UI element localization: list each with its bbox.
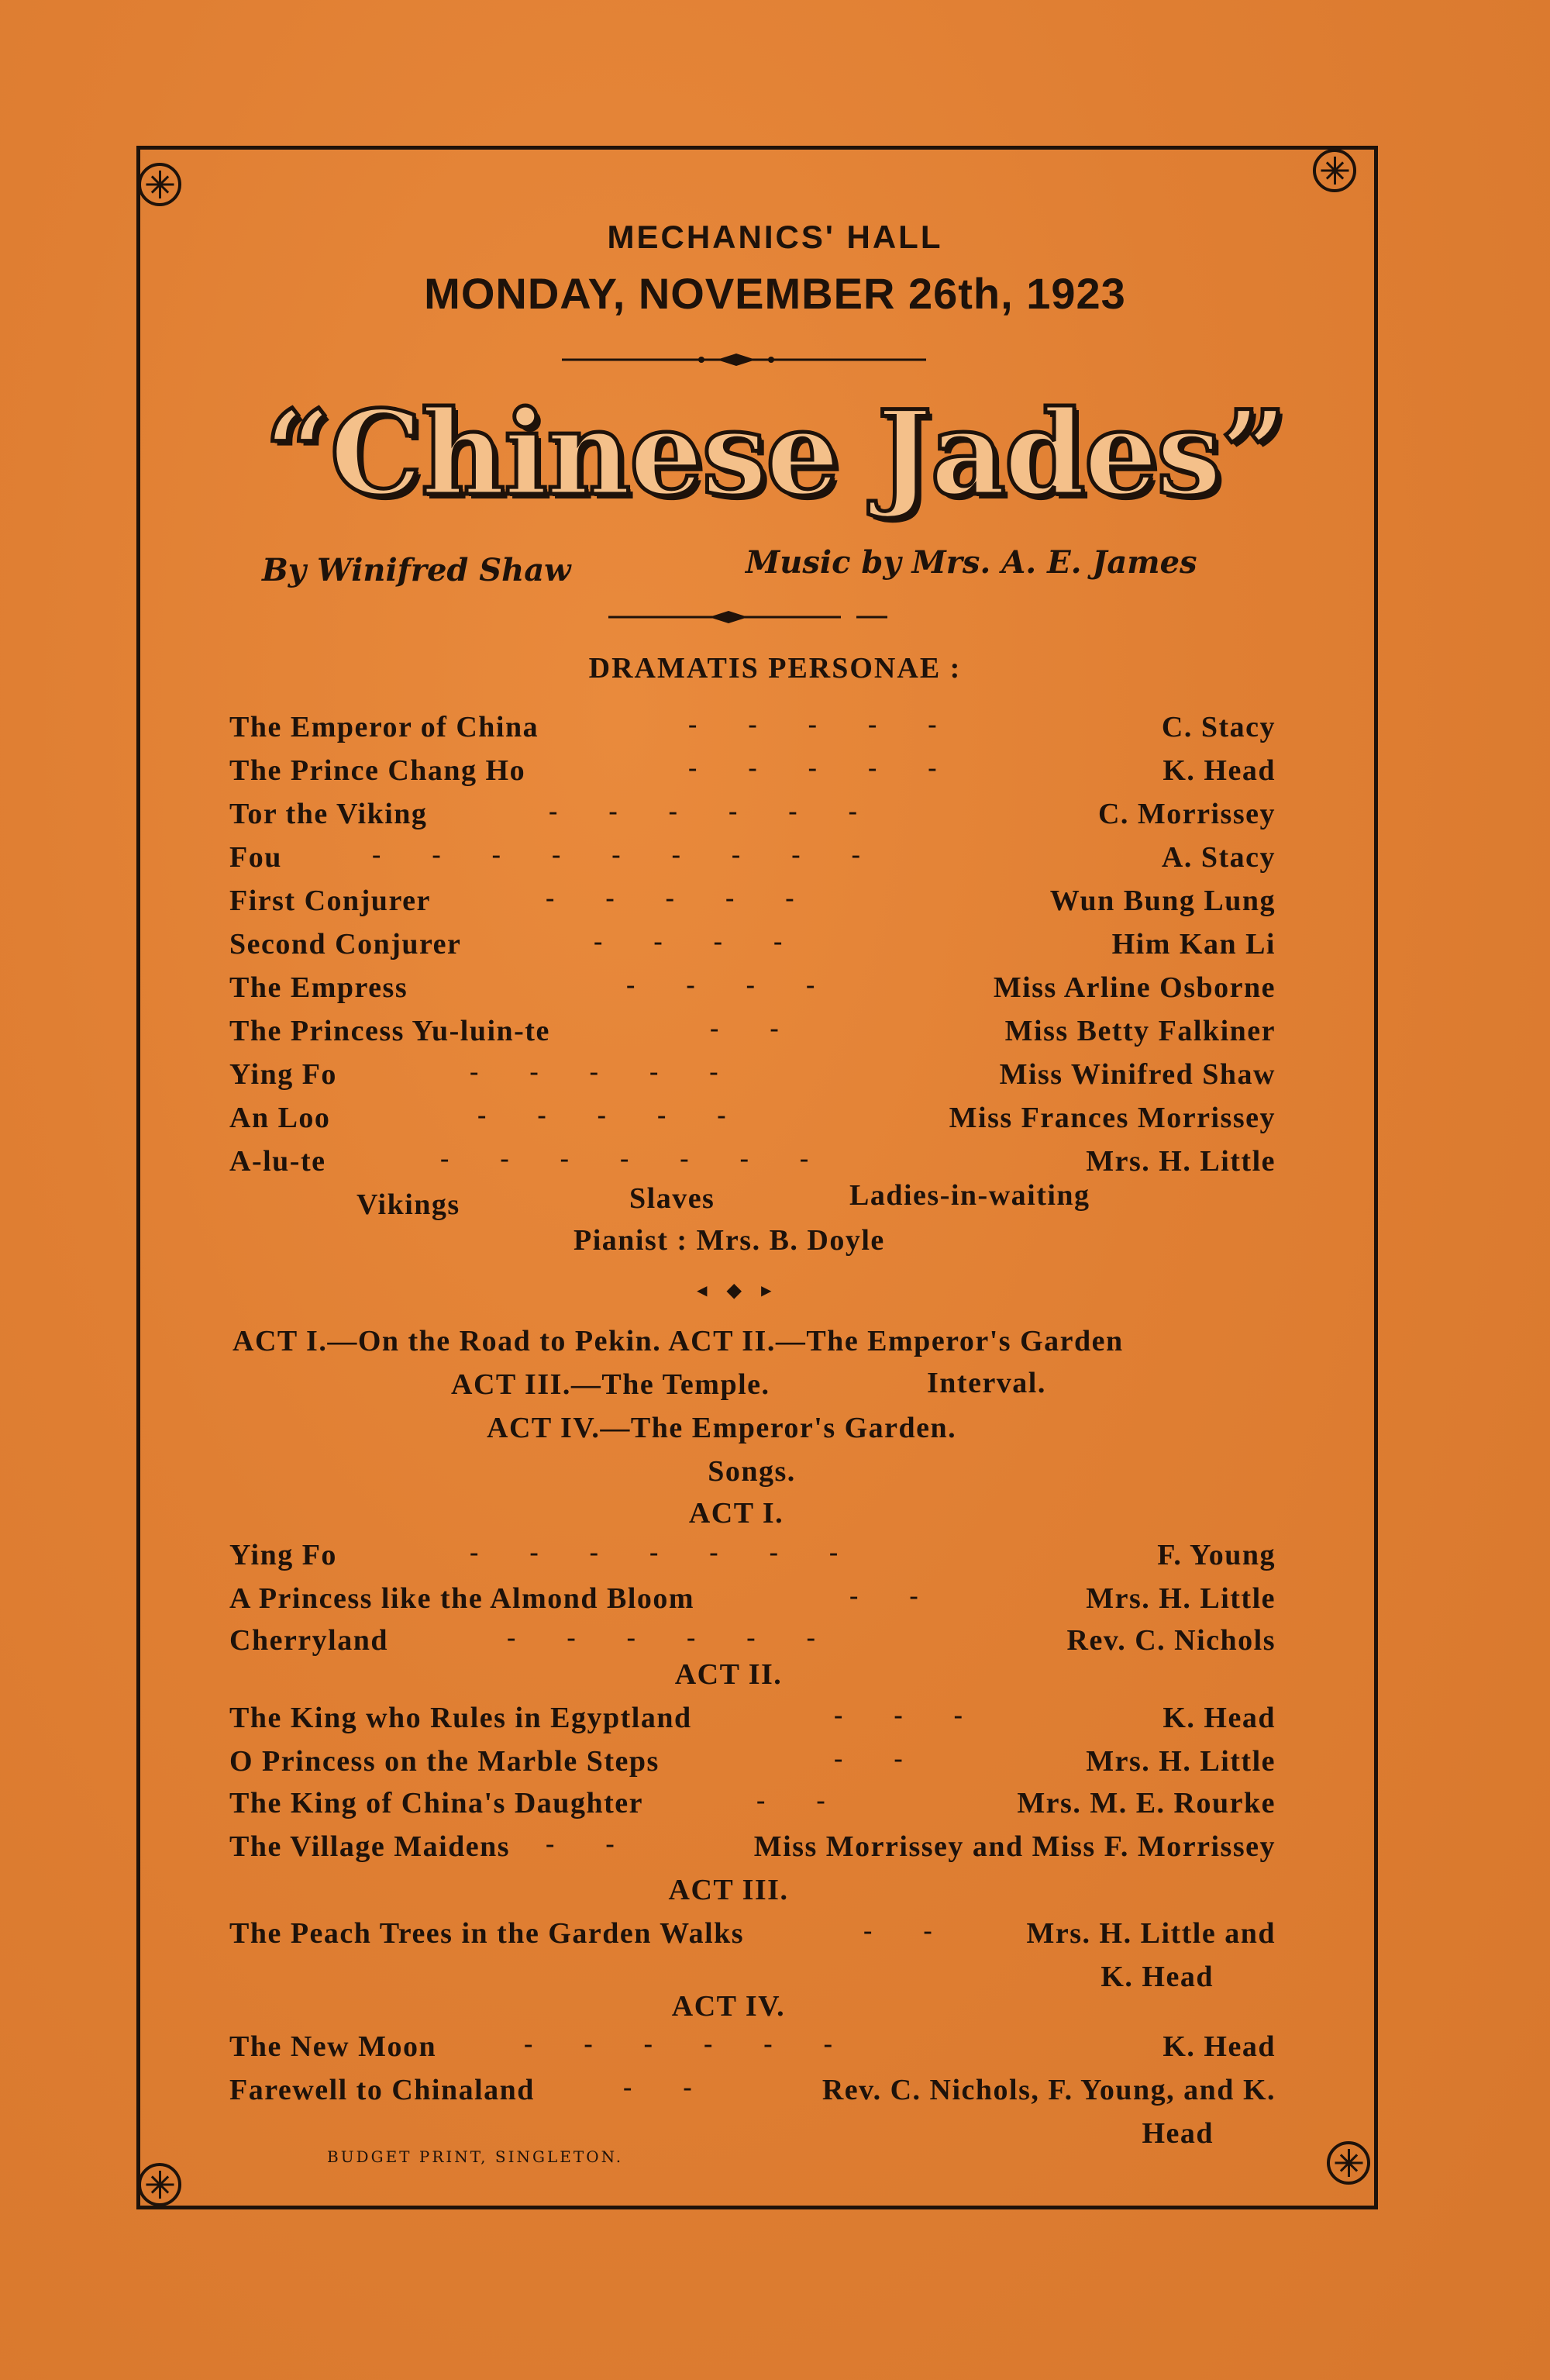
songs-act1-label: ACT I. [688,1497,784,1530]
leader-dashes: ------ [549,797,908,826]
song-row-title: Cherryland [229,1624,388,1657]
cast-row [229,1101,1276,1140]
song-row-title: A Princess like the Almond Bloom [229,1582,695,1615]
cast-row [229,840,1276,879]
leader-dashes: -- [849,1581,970,1610]
leader-dashes: ----- [470,1057,770,1086]
song-row-title: The Peach Trees in the Garden Walks [229,1917,745,1950]
corner-ornament-icon [1313,149,1356,192]
song-row-name: F. Young [1157,1539,1276,1571]
acts-line-1: ACT I.—On the Road to Pekin. ACT II.—The Emperor's Garden [232,1325,1124,1357]
leader-dashes: -- [834,1744,954,1773]
cast-row-title: The Prince Chang Ho [229,754,526,787]
song-row [229,1786,1276,1825]
cast-row [229,710,1276,749]
song-row-title: The New Moon [229,2030,437,2063]
pianist: Pianist : Mrs. B. Doyle [574,1224,885,1257]
song-row-title: The King who Rules in Egyptland [229,1702,692,1734]
cast-row-title: Second Conjurer [229,928,462,961]
corner-ornament-icon [138,163,181,206]
cast-row-name: A. Stacy [1161,841,1276,874]
song-row-title: The Village Maidens [229,1830,511,1863]
song-row [229,1538,1276,1577]
song-row-name: Mrs. M. E. Rourke [1017,1787,1276,1819]
leader-dashes: --- [834,1701,1014,1730]
songs-heading: Songs. [708,1455,796,1488]
cast-row-name: Miss Winifred Shaw [999,1058,1276,1091]
song-row-title: O Princess on the Marble Steps [229,1745,660,1778]
performance-date: MONDAY, NOVEMBER 26th, 1923 [424,269,1126,318]
dramatis-heading: DRAMATIS PERSONAE : [588,652,962,685]
song-row-title: Farewell to Chinaland [229,2074,535,2106]
cast-row [229,971,1276,1009]
cast-row-title: First Conjurer [229,885,431,917]
cast-row-title: Fou [229,841,282,874]
song-row [229,2073,1276,2112]
cast-row-name: C. Morrissey [1097,798,1276,830]
leader-dashes: ----- [688,754,988,782]
song-row-name-cont: Head [1142,2117,1214,2150]
cast-row [229,1014,1276,1053]
cast-row-name: Miss Frances Morrissey [949,1102,1276,1134]
extras-ladies: Ladies-in-waiting [849,1179,1090,1212]
cast-row [229,1144,1276,1183]
cast-row-name: Miss Betty Falkiner [1004,1015,1276,1047]
song-row-title: The King of China's Daughter [229,1787,643,1819]
acts-line-2-temple: ACT III.—The Temple. [451,1368,770,1401]
leader-dashes: -- [546,1830,666,1858]
song-row [229,1623,1276,1662]
leader-dashes: -- [863,1916,983,1945]
song-row [229,1701,1276,1740]
leader-dashes: ------- [470,1538,890,1567]
cast-row-title: A-lu-te [229,1145,326,1178]
song-row-name: Mrs. H. Little [1086,1745,1276,1778]
extras-slaves: Slaves [629,1182,715,1215]
printer-imprint: BUDGET PRINT, SINGLETON. [327,2147,624,2166]
cast-row [229,797,1276,836]
song-row-name-cont: K. Head [1100,1961,1214,1993]
cast-row-title: Tor the Viking [229,798,428,830]
corner-ornament-icon [138,2163,181,2206]
cast-row [229,884,1276,923]
leader-dashes: --------- [372,840,911,869]
venue-heading: MECHANICS' HALL [607,219,943,255]
author-credit: By Winifred Shaw [262,552,571,588]
cast-row-title: An Loo [229,1102,331,1134]
cast-row-title: Ying Fo [229,1058,337,1091]
songs-act3-label: ACT III. [668,1874,789,1906]
cast-row-name: K. Head [1162,754,1276,787]
song-row-name: K. Head [1162,2030,1276,2063]
leader-dashes: -- [710,1014,830,1043]
song-row-title: Ying Fo [229,1539,337,1571]
song-row [229,1581,1276,1620]
cast-row-title: The Empress [229,971,408,1004]
song-row-name: Miss Morrissey and Miss F. Morrissey [753,1830,1276,1863]
divider-ornament-icon [562,349,926,372]
cast-row-name: Him Kan Li [1111,928,1276,961]
music-credit: Music by Mrs. A. E. James [746,544,1197,581]
song-row [229,1916,1276,1955]
play-title: “Chinese Jades” [264,385,1286,522]
leader-dashes: ---- [594,927,834,956]
song-row [229,1830,1276,1868]
leader-dashes: -- [756,1786,877,1815]
song-row-name: Mrs. H. Little and [1026,1917,1276,1950]
leader-dashes: ----- [477,1101,777,1130]
leader-dashes: ------- [440,1144,860,1173]
cast-row-title: The Princess Yu-luin-te [229,1015,550,1047]
leader-dashes: ---- [626,971,866,999]
cast-row-name: Miss Arline Osborne [993,971,1276,1004]
cast-row [229,1057,1276,1096]
song-row-name: Mrs. H. Little [1086,1582,1276,1615]
cast-row-name: Wun Bung Lung [1049,885,1276,917]
divider-dots-icon: ◂◆▸ [698,1281,791,1301]
leader-dashes: ----- [546,884,846,912]
leader-dashes: ------ [507,1623,866,1652]
leader-dashes: -- [623,2073,743,2102]
songs-act2-label: ACT II. [674,1658,783,1691]
leader-dashes: ----- [688,710,988,739]
song-row [229,2030,1276,2068]
corner-ornament-icon [1327,2141,1370,2185]
song-row [229,1744,1276,1783]
extras-vikings: Vikings [356,1188,460,1221]
cast-row [229,754,1276,792]
acts-line-3: ACT IV.—The Emperor's Garden. [487,1412,957,1444]
song-row-name: K. Head [1162,1702,1276,1734]
cast-row-name: C. Stacy [1161,711,1276,743]
songs-act4-label: ACT IV. [671,1990,786,2023]
cast-row-title: The Emperor of China [229,711,539,743]
song-row-name: Rev. C. Nichols, F. Young, and K. [822,2074,1276,2106]
song-row-name: Rev. C. Nichols [1066,1624,1276,1657]
divider-ornament-icon [608,606,887,629]
acts-line-2-interval: Interval. [927,1367,1046,1399]
cast-row-name: Mrs. H. Little [1086,1145,1276,1178]
cast-row [229,927,1276,966]
leader-dashes: ------ [524,2030,884,2058]
